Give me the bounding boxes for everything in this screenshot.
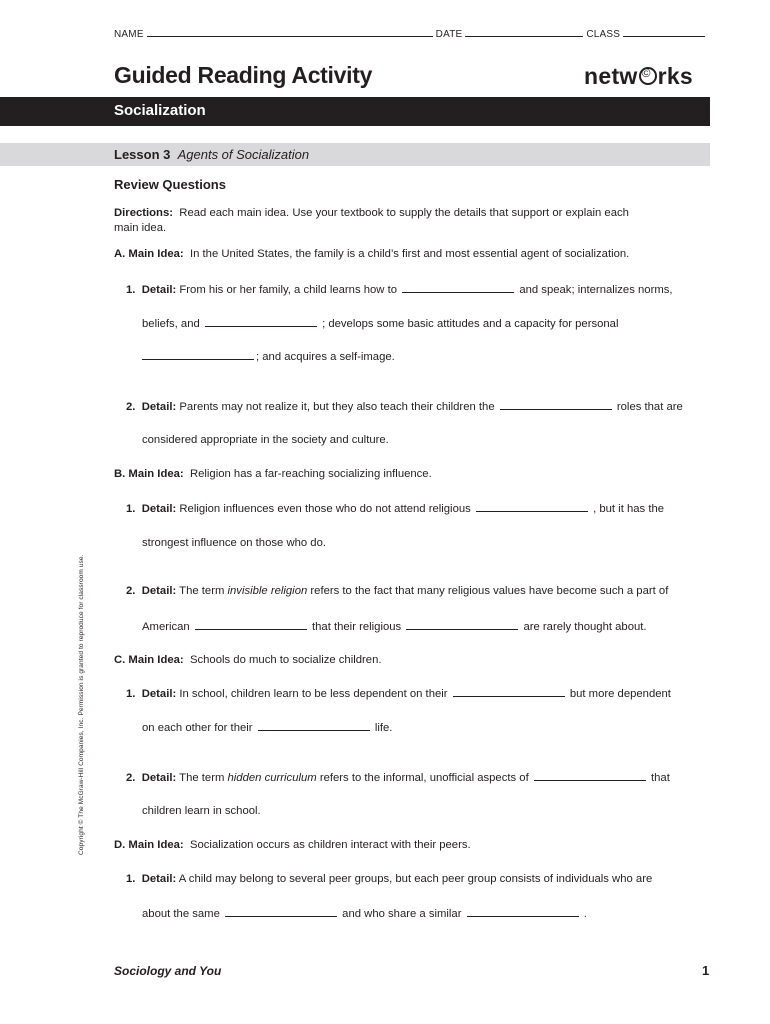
detail-number: 2. [126, 401, 136, 413]
chapter-bar [0, 97, 710, 126]
lesson-heading [114, 147, 309, 162]
brand-logo [584, 63, 693, 90]
detail-text: on each other for their [142, 722, 253, 734]
class-line[interactable] [623, 27, 705, 37]
detail-label: Detail: [141, 688, 177, 700]
main-idea-b [114, 467, 432, 482]
detail-b2-line2 [142, 619, 647, 635]
detail-text: but more dependent [569, 688, 671, 700]
detail-text: The term [179, 585, 225, 597]
detail-c1-line1 [126, 686, 671, 702]
lesson-title: Agents of Socialization [177, 147, 310, 162]
main-idea-label: C. Main Idea: [114, 654, 184, 666]
detail-term: invisible religion [227, 585, 308, 597]
student-info-header [114, 27, 714, 40]
detail-a1-line1 [126, 282, 673, 298]
answer-blank[interactable] [500, 399, 612, 410]
brand-part1: netw [584, 63, 638, 89]
detail-text: life. [374, 722, 393, 734]
detail-b1-line1 [126, 501, 664, 517]
detail-number: 2. [126, 585, 136, 597]
name-line[interactable] [147, 27, 433, 37]
answer-blank[interactable] [406, 619, 518, 630]
detail-c1-line2 [142, 720, 392, 736]
detail-text: refers to the informal, unofficial aspects of [319, 772, 529, 784]
main-idea-text: Religion has a far-reaching socializing influence. [189, 468, 432, 480]
detail-a1-line2 [142, 316, 618, 332]
detail-d1-line2 [142, 906, 587, 922]
detail-text: ; and acquires a self-image. [256, 351, 395, 363]
detail-c2-line2: children learn in school. [142, 805, 261, 817]
copyright-notice: Copyright © The McGraw-Hill Companies, Inc. Permission is granted to reproduce for classroom use. [78, 554, 85, 855]
answer-blank[interactable] [205, 316, 317, 327]
detail-b2-line1 [126, 584, 668, 599]
detail-text: From his or her family, a child learns how to [179, 284, 398, 296]
answer-blank[interactable] [258, 720, 370, 731]
main-idea-text: Socialization occurs as children interact with their peers. [189, 839, 471, 851]
date-label: DATE [435, 29, 463, 40]
brand-part2: rks [657, 63, 694, 89]
detail-label: Detail: [141, 503, 177, 515]
main-idea-text: In the United States, the family is a child’s first and most essential agent of socialization. [189, 248, 630, 260]
brand-o-icon [639, 67, 657, 85]
page-title: Guided Reading Activity [114, 62, 373, 88]
detail-text: American [142, 621, 190, 633]
detail-a2-line2: considered appropriate in the society and culture. [142, 434, 389, 446]
directions [114, 206, 694, 236]
detail-text: Parents may not realize it, but they also teach their children the [179, 401, 495, 413]
directions-label: Directions: [114, 207, 174, 219]
answer-blank[interactable] [453, 686, 565, 697]
main-idea-c [114, 653, 382, 668]
main-idea-label: B. Main Idea: [114, 468, 184, 480]
main-idea-text: Schools do much to socialize children. [189, 654, 382, 666]
detail-text: refers to the fact that many religious values have become such a part of [310, 585, 669, 597]
detail-number: 2. [126, 772, 136, 784]
detail-text: ; develops some basic attitudes and a capacity for personal [322, 318, 619, 330]
main-idea-label: A. Main Idea: [114, 248, 184, 260]
detail-text: A child may belong to several peer groups, but each peer group consists of individuals who are [178, 873, 653, 885]
detail-text: In school, children learn to be less dependent on their [179, 688, 448, 700]
detail-label: Detail: [141, 873, 177, 885]
main-idea-label: D. Main Idea: [114, 839, 184, 851]
detail-text: about the same [142, 908, 220, 920]
name-label: NAME [114, 29, 144, 40]
answer-blank[interactable] [402, 282, 514, 293]
date-line[interactable] [465, 27, 583, 37]
detail-text: beliefs, and [142, 318, 200, 330]
lesson-number: Lesson 3 [114, 147, 171, 162]
detail-text: The term [179, 772, 225, 784]
detail-label: Detail: [141, 401, 177, 413]
detail-b1-line2: strongest influence on those who do. [142, 537, 327, 549]
detail-text: are rarely thought about. [523, 621, 647, 633]
detail-number: 1. [126, 873, 136, 885]
answer-blank[interactable] [476, 501, 588, 512]
directions-line2: main idea. [114, 222, 167, 234]
detail-number: 1. [126, 503, 136, 515]
answer-blank[interactable] [467, 906, 579, 917]
detail-a2-line1 [126, 399, 683, 415]
directions-line1: Read each main idea. Use your textbook to supply the details that support or explain each [179, 207, 629, 219]
detail-text: and speak; internalizes norms, [519, 284, 673, 296]
detail-text: and who share a similar [342, 908, 462, 920]
page-number: 1 [702, 963, 710, 978]
detail-d1-line1 [126, 872, 652, 887]
answer-blank[interactable] [195, 619, 307, 630]
detail-text: that their religious [312, 621, 402, 633]
detail-text: , but it has the [593, 503, 665, 515]
answer-blank[interactable] [225, 906, 337, 917]
main-idea-d [114, 838, 471, 853]
class-label: CLASS [586, 29, 621, 40]
detail-text: that [651, 772, 670, 784]
lesson-bar [0, 143, 710, 166]
detail-text: Religion influences even those who do not attend religious [179, 503, 471, 515]
detail-number: 1. [126, 284, 136, 296]
answer-blank[interactable] [534, 770, 646, 781]
detail-text: roles that are [616, 401, 683, 413]
footer-book-title: Sociology and You [114, 964, 222, 978]
detail-label: Detail: [141, 284, 177, 296]
main-idea-a [114, 247, 629, 262]
detail-text: . [583, 908, 587, 920]
detail-label: Detail: [141, 585, 177, 597]
detail-label: Detail: [141, 772, 177, 784]
detail-number: 1. [126, 688, 136, 700]
answer-blank[interactable] [142, 349, 254, 360]
detail-c2-line1 [126, 770, 670, 786]
chapter-title: Socialization [114, 102, 206, 119]
detail-term: hidden curriculum [227, 772, 317, 784]
section-heading: Review Questions [114, 177, 226, 192]
detail-a1-line3 [142, 349, 395, 365]
